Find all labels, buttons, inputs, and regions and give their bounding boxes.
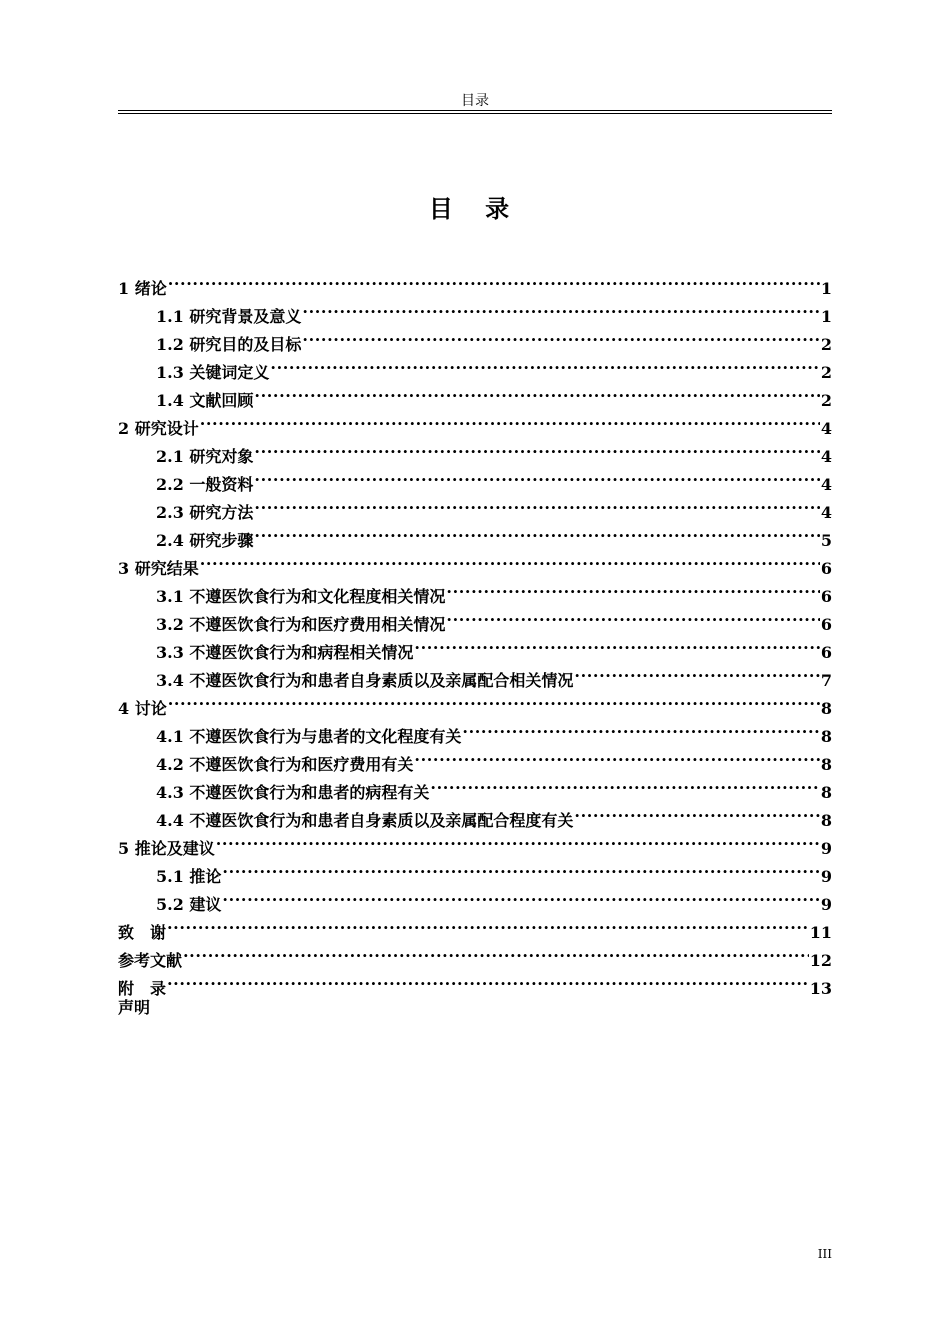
toc-entry[interactable] xyxy=(118,434,832,466)
toc-leader-dots xyxy=(254,462,819,490)
toc-entry-page: 9 xyxy=(820,839,832,858)
toc-entry-label: 附 录 xyxy=(118,979,167,998)
toc-leader-dots xyxy=(446,574,819,602)
toc-leader-dots xyxy=(270,350,819,378)
toc-entry[interactable] xyxy=(118,938,832,970)
toc-leader-dots xyxy=(200,546,820,574)
toc-entry-label: 声明 xyxy=(118,998,151,1017)
toc-leader-dots xyxy=(254,434,819,462)
header-rule xyxy=(118,110,832,111)
page-number: III xyxy=(817,1247,832,1261)
toc-entry-label: 参考文献 xyxy=(118,951,183,970)
toc-entry-page: 8 xyxy=(820,699,832,718)
toc-entry-label: 1 绪论 xyxy=(118,279,167,298)
toc-entry-label: 4.2 不遵医饮食行为和医疗费用有关 xyxy=(156,755,414,774)
toc-entry-label: 4.4 不遵医饮食行为和患者自身素质以及亲属配合程度有关 xyxy=(156,811,574,830)
toc-entry-label: 1.3 关键词定义 xyxy=(156,363,270,382)
toc-leader-dots xyxy=(430,770,819,798)
toc-entry-page: 5 xyxy=(820,531,832,550)
toc-entry-page: 8 xyxy=(820,811,832,830)
toc-entry-label: 4.1 不遵医饮食行为与患者的文化程度有关 xyxy=(156,727,462,746)
toc-entry-page: 8 xyxy=(820,755,832,774)
toc-leader-dots xyxy=(462,714,819,742)
toc-leader-dots xyxy=(200,406,820,434)
toc-entry-page: 6 xyxy=(820,559,832,578)
toc-entry-label: 2.4 研究步骤 xyxy=(156,531,254,550)
toc-entry-page: 12 xyxy=(809,951,832,970)
toc-entry-label: 3.3 不遵医饮食行为和病程相关情况 xyxy=(156,643,414,662)
toc-entry-label: 3.1 不遵医饮食行为和文化程度相关情况 xyxy=(156,587,446,606)
toc-entry-label: 2.1 研究对象 xyxy=(156,447,254,466)
toc-leader-dots xyxy=(574,658,819,686)
toc-entry-label: 2.3 研究方法 xyxy=(156,503,254,522)
toc-entry[interactable] xyxy=(118,994,832,1022)
toc-entry[interactable] xyxy=(118,714,832,746)
toc-entry[interactable] xyxy=(118,826,832,858)
toc-leader-dots xyxy=(254,378,819,406)
toc-entry-label: 5.1 推论 xyxy=(156,867,222,886)
toc-leader-dots xyxy=(446,602,819,630)
toc-entry-page: 1 xyxy=(820,307,832,326)
toc-leader-dots xyxy=(254,490,819,518)
toc-entry-label: 1.2 研究目的及目标 xyxy=(156,335,302,354)
toc-leader-dots xyxy=(216,826,820,854)
toc-entry-page: 2 xyxy=(820,391,832,410)
toc-entry-label: 致 谢 xyxy=(118,923,167,942)
toc-entry-page: 1 xyxy=(820,279,832,298)
toc-entry-label: 2.2 一般资料 xyxy=(156,475,254,494)
toc-entry[interactable] xyxy=(118,882,832,914)
toc-entry-label: 2 研究设计 xyxy=(118,419,199,438)
toc-entry-label: 4 讨论 xyxy=(118,699,167,718)
toc-leader-dots xyxy=(574,798,819,826)
toc-leader-dots xyxy=(167,910,809,938)
toc-entry-page: 6 xyxy=(820,587,832,606)
toc-leader-dots xyxy=(302,294,819,322)
toc-entry-page: 6 xyxy=(820,643,832,662)
toc-entry-page: 7 xyxy=(820,671,832,690)
toc-leader-dots xyxy=(414,742,819,770)
toc-entry-label: 3 研究结果 xyxy=(118,559,199,578)
toc-leader-dots xyxy=(302,322,819,350)
toc-entry[interactable] xyxy=(118,406,832,438)
toc-entry-page: 4 xyxy=(820,447,832,466)
toc-entry[interactable] xyxy=(118,546,832,578)
toc-entry-label: 1.1 研究背景及意义 xyxy=(156,307,302,326)
toc-entry-page: 11 xyxy=(809,923,832,942)
toc-entry-page: 8 xyxy=(820,727,832,746)
toc-entry-page: 2 xyxy=(820,363,832,382)
toc-leader-dots xyxy=(167,966,809,994)
toc-leader-dots xyxy=(168,266,820,294)
toc-entry-page: 9 xyxy=(820,867,832,886)
toc-entry-label: 1.4 文献回顾 xyxy=(156,391,254,410)
toc-entry-page: 2 xyxy=(820,335,832,354)
toc-entry-page: 4 xyxy=(820,503,832,522)
header-rule-thin xyxy=(118,113,832,114)
toc-entry-page: 6 xyxy=(820,615,832,634)
toc-leader-dots xyxy=(222,882,819,910)
toc-leader-dots xyxy=(254,518,819,546)
toc-entry[interactable] xyxy=(118,854,832,886)
toc-leader-dots xyxy=(183,938,809,966)
running-header: 目录 xyxy=(461,93,489,109)
toc-entry-label: 3.4 不遵医饮食行为和患者自身素质以及亲属配合相关情况 xyxy=(156,671,574,690)
toc-entry-page: 4 xyxy=(820,475,832,494)
toc-entry-page: 8 xyxy=(820,783,832,802)
toc-entry[interactable] xyxy=(118,574,832,606)
toc-entry-label: 5 推论及建议 xyxy=(118,839,215,858)
toc-entry[interactable] xyxy=(118,966,832,998)
toc-entry[interactable] xyxy=(118,686,832,718)
toc-entry-label: 3.2 不遵医饮食行为和医疗费用相关情况 xyxy=(156,615,446,634)
toc-entry-label: 5.2 建议 xyxy=(156,895,222,914)
toc-entry-page: 4 xyxy=(820,419,832,438)
toc-list xyxy=(118,266,832,1022)
toc-entry-label: 4.3 不遵医饮食行为和患者的病程有关 xyxy=(156,783,430,802)
toc-entry[interactable] xyxy=(118,910,832,942)
toc-entry-page: 13 xyxy=(809,979,832,998)
toc-leader-dots xyxy=(222,854,819,882)
toc-leader-dots xyxy=(414,630,819,658)
toc-entry[interactable] xyxy=(118,266,832,298)
toc-entry[interactable] xyxy=(118,294,832,326)
toc-leader-dots xyxy=(168,686,820,714)
toc-title: 目 录 xyxy=(428,194,522,223)
toc-entry-page: 9 xyxy=(820,895,832,914)
